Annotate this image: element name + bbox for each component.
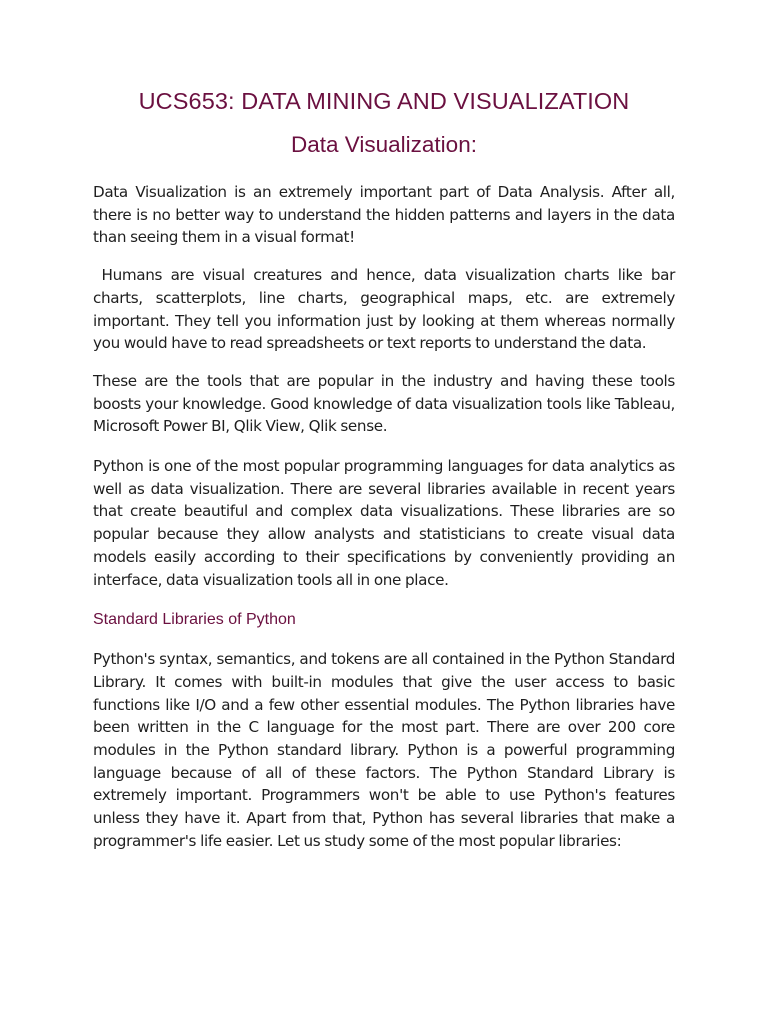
paragraph-tools: These are the tools that are popular in the industry and having these tools boosts your knowledge. Good knowledge of data visualization tools like Tableau, Microsoft Power BI, Qlik View, Qlik sense.: [93, 371, 675, 436]
subheading-standard-libraries: Standard Libraries of Python: [93, 611, 296, 629]
paragraph-intro: Data Visualization is an extremely important part of Data Analysis. After all, there is no better way to understand the hidden patterns and layers in the data than seeing them in a visual format!: [93, 183, 675, 247]
paragraph-python: Python is one of the most popular programming languages for data analytics as well as data visualization. There are several libraries available in recent years that create beautiful and complex data visualizations. These libraries are so popular because they allow analysts and statisticians to create visual data models easily according to their specifications by conveniently providing an interface, data visualization tools all in one place.: [93, 457, 675, 589]
section-title: Data Visualization:: [291, 132, 477, 157]
paragraph-humans-visual: Humans are visual creatures and hence, data visualization charts like bar charts, scatterplots, line charts, geographical maps, etc. are extremely important. They tell you information just by looking at them whereas normally you would have to read spreadsheets or text reports to understand the data.: [93, 266, 679, 353]
course-title: UCS653: DATA MINING AND VISUALIZATION: [138, 88, 630, 114]
paragraph-standard-library: Python's syntax, semantics, and tokens are all contained in the Python Standard Library. It comes with built-in modules that give the user access to basic functions like I/O and a few other essential modules. The Python libraries have been written in the C language for the most part. There are over 200 core modules in the Python standard library. Python is a powerful programming language because of all of these factors. The Python Standard Library is extremely important. Programmers won't be able to use Python's features unless they have it. Apart from that, Python has several libraries that make a programmer's life easier. Let us study some of the most popular libraries:: [93, 650, 675, 850]
